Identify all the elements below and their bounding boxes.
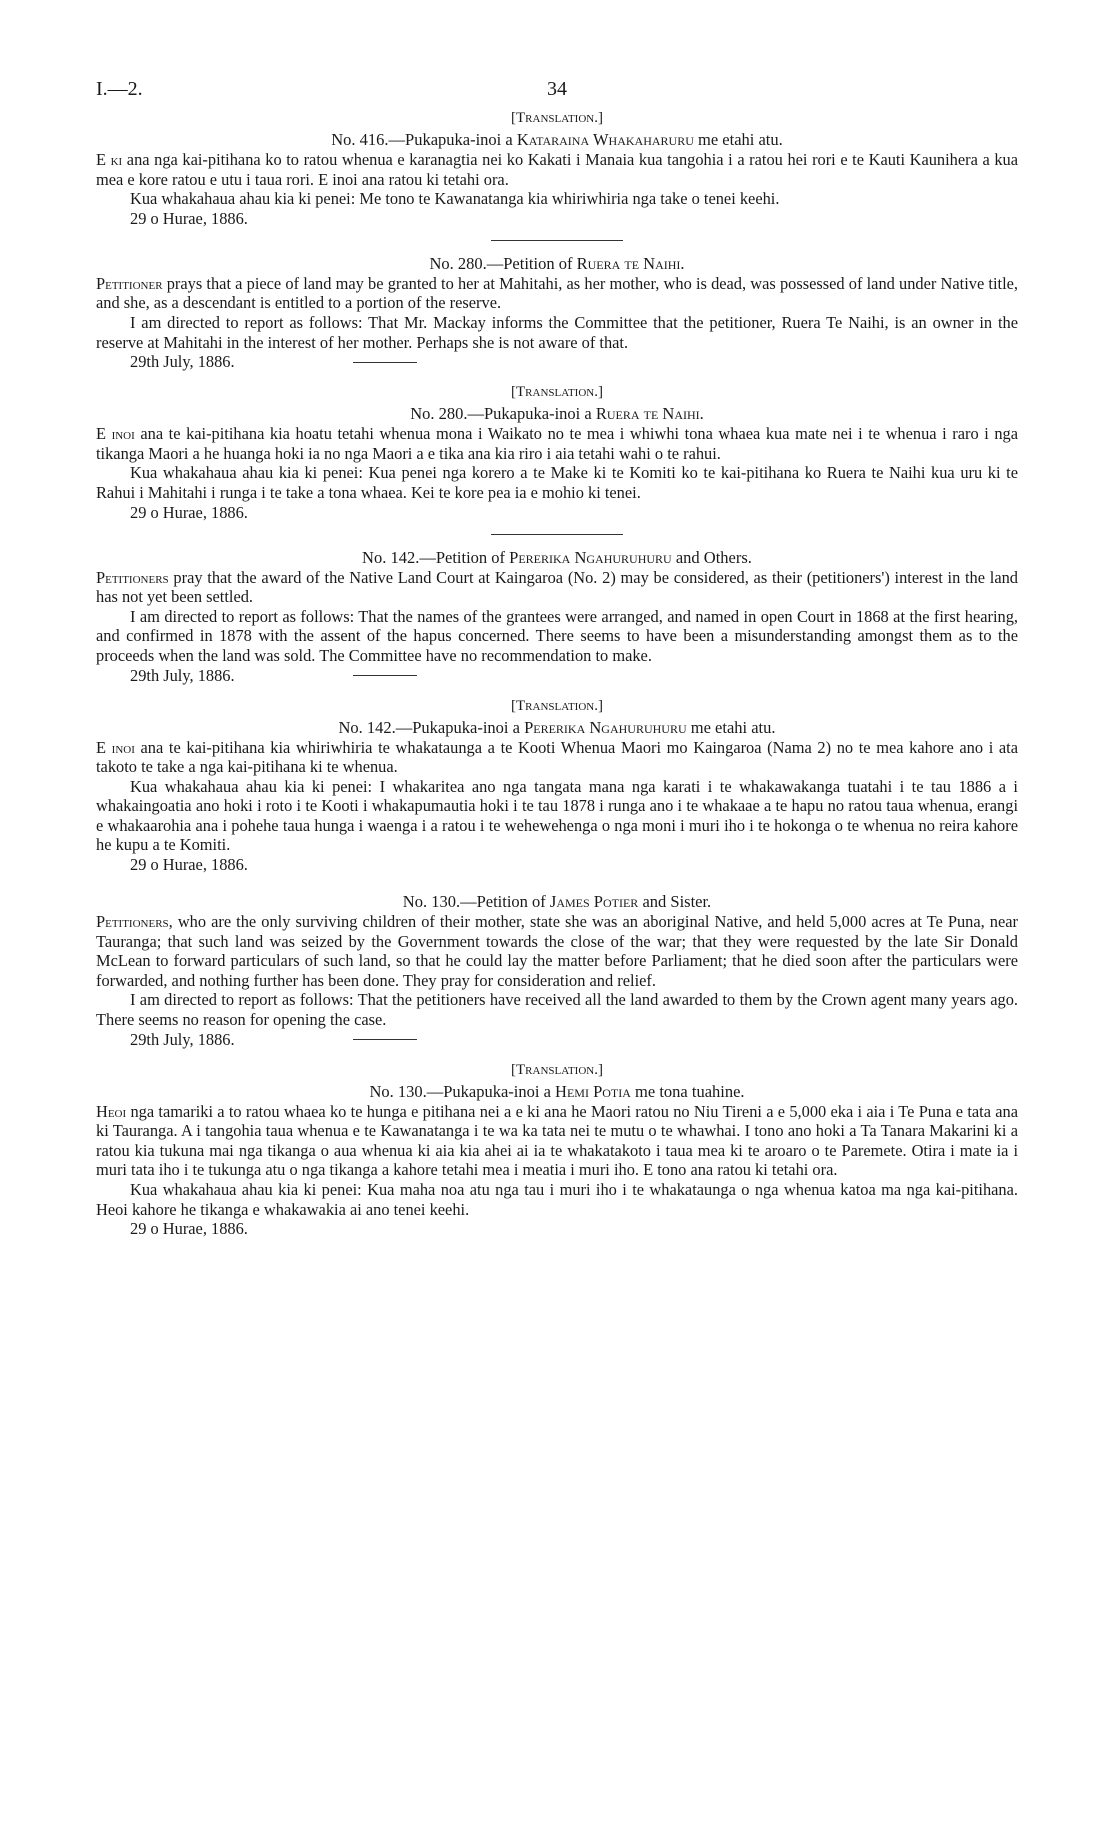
spacer xyxy=(96,1050,1018,1060)
heading-name: Pererika Ngahuruhuru xyxy=(509,547,672,567)
heading-rest: me etahi atu. xyxy=(686,717,776,737)
date-row xyxy=(96,1030,1018,1050)
body-paragraph xyxy=(96,912,1018,990)
body-paragraph xyxy=(96,568,1018,607)
paragraph-text: ana te kai-pitihana kia whiriwhiria te whakataunga a te Kooti Whenua Maori mo Kaingaroa (Nama 2) no te mea kahore ano i ata takoto te take a nga kai-pitihana ki te whenua. xyxy=(96,737,1018,777)
body-paragraph xyxy=(96,424,1018,463)
body-paragraph: I am directed to report as follows: That the names of the grantees were arranged, and named in open Court in 1868 at the first hearing, and confirmed in 1878 with the assent of the hapus concerned. There seems to have been a misunderstanding amongst them as to the proceeds when the land was sold. The Committee have no recommendation to make. xyxy=(96,606,1018,665)
body-paragraph: I am directed to report as follows: That Mr. Mackay informs the Committee that the petitioner, Ruera Te Naihi, is an owner in the reserve at Mahitahi in the interest of her mother. Perhaps she is not aware of that. xyxy=(96,312,1018,352)
section-heading xyxy=(96,547,1018,568)
translation-label: [Translation.] xyxy=(511,110,603,126)
section-date: 29 o Hurae, 1886. xyxy=(130,502,248,522)
spacer xyxy=(96,686,1018,696)
paragraph-text: ana te kai-pitihana kia hoatu tetahi whenua mona i Waikato no te mea i whiwhi tona whaea kua mate nei i te whenua i raro i nga tikanga Maori a he huanga hoki ia no nga Maori a e tika ana kia riro i aia tetahi wahi o te rahui. xyxy=(96,424,1018,463)
section-142-translation xyxy=(96,696,1018,876)
section-divider xyxy=(491,240,623,241)
translation-label: [Translation.] xyxy=(511,384,603,401)
spacer xyxy=(96,372,1018,382)
page-header xyxy=(96,78,1018,108)
heading-rest: me etahi atu. xyxy=(693,130,783,149)
paragraph-text: ana nga kai-pitihana ko to ratou whenua e karanagtia nei ko Kakati i Manaia kua tangohia i a ratou hei rori e te Kauti Kaunihera a kua mea e kore ratou e utu i taua rori. E inoi ana ratou ki tetahi ora. xyxy=(96,150,1018,189)
spacer xyxy=(96,875,1018,891)
heading-number: No. 280.—Petition of xyxy=(429,253,577,273)
section-heading xyxy=(96,1081,1018,1102)
body-paragraph: I am directed to report as follows: That the petitioners have received all the land awarded to them by the Crown agent many years ago. There seems no reason for opening the case. xyxy=(96,990,1018,1030)
heading-name: James Potier xyxy=(549,892,639,912)
heading-number: No. 130.—Petition of xyxy=(402,892,550,912)
section-130-translation xyxy=(96,1060,1018,1240)
body-paragraph: Kua whakahaua ahau kia ki penei: Kua penei nga korero a te Make ki te Komiti ko te kai-pitihana ko Ruera te Naihi kua uru ki te Rahui i Mahitahi i runga i te take a tona whaea. Kei te kore pea ia e mohio ki tenei. xyxy=(96,463,1018,502)
heading-name: Pererika Ngahuruhuru xyxy=(524,717,687,737)
heading-rest: . xyxy=(699,404,704,424)
date-row xyxy=(96,666,1018,686)
paragraph-text: pray that the award of the Native Land Court at Kaingaroa (No. 2) may be considered, as their (petitioners') interest in the land has not yet been settled. xyxy=(96,567,1018,607)
heading-name: Ruera te Naihi xyxy=(576,253,681,273)
section-date: 29 o Hurae, 1886. xyxy=(130,855,248,875)
body-paragraph xyxy=(96,274,1018,313)
translation-label: [Translation.] xyxy=(511,697,603,714)
section-heading xyxy=(96,403,1018,424)
lead-words: Petitioners xyxy=(96,567,169,587)
short-divider xyxy=(353,675,417,676)
section-280-petition xyxy=(96,253,1018,372)
body-paragraph xyxy=(96,150,1018,189)
heading-rest: and Sister. xyxy=(638,892,712,912)
heading-name: Ruera te Naihi xyxy=(595,404,700,424)
short-divider xyxy=(353,362,417,363)
lead-words: E inoi xyxy=(96,424,135,444)
heading-number: No. 280.—Pukapuka-inoi a xyxy=(410,404,596,424)
section-date: 29th July, 1886. xyxy=(130,352,235,372)
body-paragraph xyxy=(96,738,1018,777)
heading-rest: and Others. xyxy=(671,547,752,567)
section-130-petition xyxy=(96,891,1018,1050)
section-date: 29th July, 1886. xyxy=(130,665,235,685)
heading-rest: me tona tuahine. xyxy=(630,1081,745,1101)
lead-words: Heoi xyxy=(96,1101,127,1121)
paper-reference: I.—2. xyxy=(96,78,143,100)
section-heading xyxy=(96,129,1018,150)
short-divider xyxy=(353,1039,417,1040)
lead-words: Petitioner xyxy=(96,273,163,293)
section-divider xyxy=(491,534,623,535)
section-date: 29 o Hurae, 1886. xyxy=(130,208,248,228)
paragraph-text: nga tamariki a to ratou whaea ko te hunga e pitihana nei a e ki ana he Maori ratou no Niu Tireni a e 5,000 eka i aia i Te Puna e tata ana ki Tauranga. A i tangohia taua whenua e te Kawanatanga i te wa ka tata nei te mutu o te whawhai. I tono ano hoki a Ta Tanara Makarini ki a ratou kia tukuna mai nga tikanga o aua whenua ki aia kia ahei ai ia te whakatakoto i taua mea ki te aroaro o te Paremete. Otira i mate ia i muri tata iho i te tukunga atu o nga tikanga a kahore tetahi mea i meatia i muri iho. E tono ana ratou ki tetahi ora. xyxy=(96,1101,1018,1180)
heading-number: No. 130.—Pukapuka-inoi a xyxy=(369,1081,556,1101)
section-date: 29th July, 1886. xyxy=(130,1029,235,1049)
lead-words: E inoi xyxy=(96,737,135,757)
section-142-petition xyxy=(96,547,1018,686)
heading-rest: . xyxy=(680,253,685,273)
paragraph-text: , who are the only surviving children of their mother, state she was an aboriginal Native, and held 5,000 acres at Te Puna, near Tauranga; that such land was seized by the Government towards the close of the war; that they were requested by the late Sir Donald McLean to forward particulars of such land, so that he could lay the matter before Parliament; that he died soon after the particulars were forwarded, and nothing further has been done. They pray for consideration and relief. xyxy=(96,912,1018,990)
paragraph-text: prays that a piece of land may be granted to her at Mahitahi, as her mother, who is dead, was possessed of land under Native title, and she, as a descendant is entitled to a portion of the reserve. xyxy=(96,273,1018,313)
section-date: 29 o Hurae, 1886. xyxy=(130,1219,248,1239)
body-paragraph xyxy=(96,1102,1018,1180)
heading-name: Kataraina Whakaharuru xyxy=(516,130,694,149)
body-paragraph: Kua whakahaua ahau kia ki penei: I whakaritea ano nga tangata mana nga karati i te whakawakanga tuatahi i te tau 1886 a i whakaingoatia ano hoki i roto i te Kooti i whakapumautia hoki i te tau 1878 i runga ano i te whakaae a te hapu no ratou taua whenua, erangi e whakaarohia ana i pohehe taua hunga i waenga i a ratou i te wehewehenga o nga moni i muri iho i te hokonga o te whenua no reira kahore he kupu a te Komiti. xyxy=(96,776,1018,855)
section-280-translation xyxy=(96,382,1018,522)
section-416-translation xyxy=(96,108,1018,229)
heading-number: No. 142.—Pukapuka-inoi a xyxy=(338,717,525,737)
page-number: 34 xyxy=(547,78,567,100)
section-heading xyxy=(96,253,1018,274)
date-row xyxy=(96,352,1018,372)
lead-words: E ki xyxy=(96,150,123,169)
heading-name: Hemi Potia xyxy=(555,1081,631,1101)
heading-number: No. 142.—Petition of xyxy=(362,547,510,567)
section-heading xyxy=(96,891,1018,912)
body-paragraph: Kua whakahaua ahau kia ki penei: Me tono te Kawanatanga kia whiriwhiria nga take o tenei keehi. xyxy=(130,189,780,209)
section-heading xyxy=(96,717,1018,738)
document-page xyxy=(96,78,1018,1239)
translation-label: [Translation.] xyxy=(511,1061,603,1078)
lead-words: Petitioners xyxy=(96,912,169,932)
body-paragraph: Kua whakahaua ahau kia ki penei: Kua maha noa atu nga tau i muri iho i te whakataunga o nga whenua katoa ma nga kai-pitihana. Heoi kahore he tikanga e whakawakia ai ano tenei keehi. xyxy=(96,1180,1018,1219)
heading-number: No. 416.—Pukapuka-inoi a xyxy=(331,130,517,149)
